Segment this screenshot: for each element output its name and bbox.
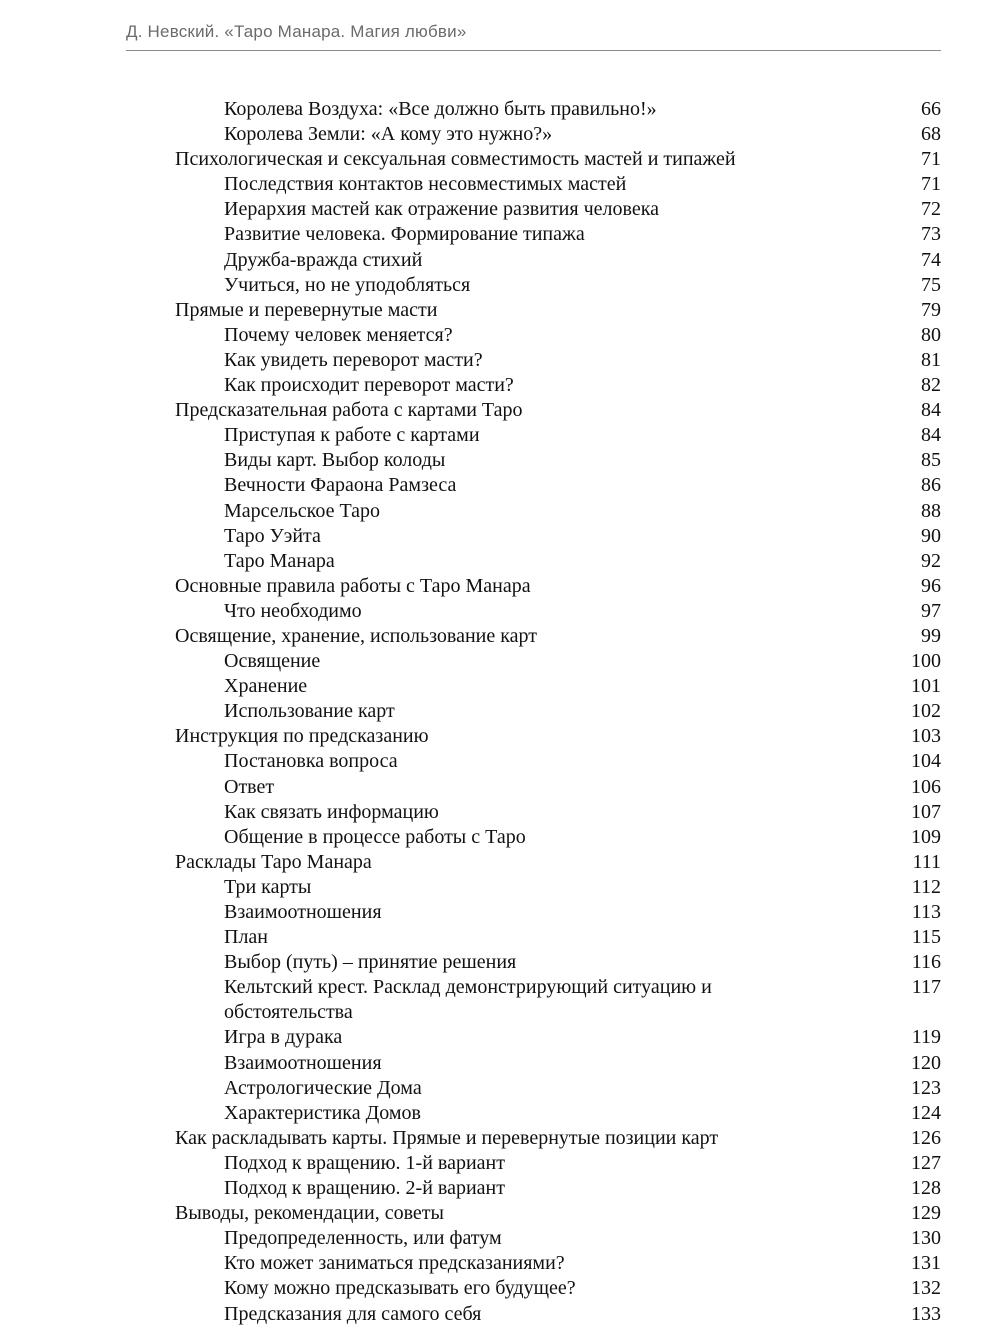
toc-subsection-entry xyxy=(0,1051,1000,1076)
toc-entry-page-number: 132 xyxy=(911,1277,941,1300)
toc-subsection-entry xyxy=(0,248,1000,273)
toc-entry-page-number: 104 xyxy=(911,750,941,773)
toc-entry-page-number: 119 xyxy=(911,1026,941,1049)
toc-subsection-entry xyxy=(0,273,1000,298)
table-of-contents xyxy=(0,97,1000,1327)
toc-entry-title: Кельтский крест. Расклад демонстрирующий ситуацию и обстоятельства xyxy=(224,976,712,1024)
toc-entry-title: Три карты xyxy=(224,875,312,898)
toc-entry-title: Что необходимо xyxy=(224,599,362,622)
toc-subsection-entry xyxy=(0,524,1000,549)
toc-subsection-entry xyxy=(0,373,1000,398)
toc-entry-page-number: 128 xyxy=(911,1177,941,1200)
toc-entry-page-number: 79 xyxy=(921,298,941,321)
toc-subsection-entry xyxy=(0,423,1000,448)
toc-section-entry xyxy=(0,1201,1000,1226)
toc-entry-page-number: 75 xyxy=(921,273,941,296)
toc-section-entry xyxy=(0,298,1000,323)
toc-subsection-entry xyxy=(0,925,1000,950)
toc-subsection-entry xyxy=(0,699,1000,724)
toc-entry-page-number: 100 xyxy=(911,650,941,673)
toc-entry-title: Расклады Таро Манара xyxy=(175,850,372,873)
toc-subsection-entry xyxy=(0,1176,1000,1201)
toc-entry-title: Освящение xyxy=(224,650,321,673)
toc-entry-title: Основные правила работы с Таро Манара xyxy=(175,574,531,597)
toc-subsection-entry xyxy=(0,1076,1000,1101)
toc-entry-page-number: 107 xyxy=(911,800,941,823)
toc-subsection-entry xyxy=(0,1151,1000,1176)
toc-entry-page-number: 109 xyxy=(911,825,941,848)
toc-entry-page-number: 97 xyxy=(921,599,941,622)
toc-entry-title: Кто может заниматься предсказаниями? xyxy=(224,1252,565,1275)
toc-subsection-entry xyxy=(0,97,1000,122)
toc-entry-title: Подход к вращению. 2-й вариант xyxy=(224,1177,505,1200)
toc-section-entry xyxy=(0,1126,1000,1151)
toc-subsection-entry xyxy=(0,448,1000,473)
toc-subsection-entry xyxy=(0,1101,1000,1126)
toc-entry-title: Характеристика Домов xyxy=(224,1101,421,1124)
toc-subsection-entry xyxy=(0,900,1000,925)
toc-entry-page-number: 106 xyxy=(911,775,941,798)
toc-entry-title: Использование карт xyxy=(224,700,395,723)
toc-entry-title: Таро Уэйта xyxy=(224,524,321,547)
toc-entry-page-number: 120 xyxy=(911,1051,941,1074)
toc-entry-page-number: 96 xyxy=(921,574,941,597)
toc-section-entry xyxy=(0,147,1000,172)
toc-entry-title: Королева Воздуха: «Все должно быть правильно!» xyxy=(224,98,657,120)
toc-entry-page-number: 84 xyxy=(921,399,941,422)
toc-entry-page-number: 129 xyxy=(911,1202,941,1225)
toc-entry-page-number: 80 xyxy=(921,323,941,346)
toc-subsection-entry xyxy=(0,749,1000,774)
toc-subsection-entry xyxy=(0,473,1000,498)
toc-entry-page-number: 123 xyxy=(911,1076,941,1099)
toc-subsection-entry xyxy=(0,499,1000,524)
toc-subsection-entry xyxy=(0,222,1000,247)
toc-subsection-entry xyxy=(0,122,1000,147)
toc-subsection-entry xyxy=(0,825,1000,850)
toc-entry-page-number: 103 xyxy=(911,725,941,748)
toc-entry-page-number: 133 xyxy=(911,1302,941,1325)
toc-subsection-entry xyxy=(0,674,1000,699)
toc-entry-page-number: 88 xyxy=(921,499,941,522)
toc-subsection-entry xyxy=(0,599,1000,624)
toc-entry-page-number: 73 xyxy=(921,223,941,246)
toc-entry-title: Предсказательная работа с картами Таро xyxy=(175,399,523,422)
toc-entry-title: Таро Манара xyxy=(224,549,335,572)
toc-entry-title: Подход к вращению. 1-й вариант xyxy=(224,1151,505,1174)
toc-entry-title: Постановка вопроса xyxy=(224,750,398,773)
toc-entry-page-number: 112 xyxy=(911,875,941,898)
toc-entry-page-number: 74 xyxy=(921,248,941,271)
toc-subsection-entry xyxy=(0,1276,1000,1301)
toc-entry-title: Астрологические Дома xyxy=(224,1076,422,1099)
toc-entry-page-number: 113 xyxy=(911,901,941,923)
running-header xyxy=(126,22,941,51)
toc-section-entry xyxy=(0,574,1000,599)
toc-entry-title: Как увидеть переворот масти? xyxy=(224,348,483,371)
toc-entry-title: Королева Земли: «А кому это нужно?» xyxy=(224,123,553,146)
toc-entry-title: Взаимоотношения xyxy=(224,901,382,923)
toc-section-entry xyxy=(0,624,1000,649)
toc-subsection-entry xyxy=(0,1025,1000,1050)
toc-entry-title: Как связать информацию xyxy=(224,800,439,823)
toc-entry-title: Виды карт. Выбор колоды xyxy=(224,449,446,472)
toc-entry-page-number: 66 xyxy=(921,98,941,120)
toc-entry-title: Предопределенность, или фатум xyxy=(224,1227,502,1250)
toc-subsection-entry xyxy=(0,172,1000,197)
toc-entry-page-number: 86 xyxy=(921,474,941,497)
toc-entry-title: Вечности Фараона Рамзеса xyxy=(224,474,457,497)
toc-subsection-entry xyxy=(0,950,1000,975)
toc-entry-page-number: 115 xyxy=(911,926,941,949)
toc-entry-title: Выводы, рекомендации, советы xyxy=(175,1202,444,1225)
toc-entry-page-number: 116 xyxy=(911,951,941,974)
toc-entry-page-number: 117 xyxy=(911,976,941,999)
toc-entry-title: Дружба-вражда стихий xyxy=(224,248,423,271)
toc-entry-page-number: 124 xyxy=(911,1101,941,1124)
toc-entry-title: Выбор (путь) – принятие решения xyxy=(224,951,517,974)
toc-entry-page-number: 90 xyxy=(921,524,941,547)
toc-entry-page-number: 81 xyxy=(921,348,941,371)
toc-entry-title: Приступая к работе с картами xyxy=(224,424,480,447)
toc-entry-page-number: 85 xyxy=(921,449,941,472)
toc-entry-title: Психологическая и сексуальная совместимость мастей и типажей xyxy=(175,148,736,171)
toc-entry-page-number: 84 xyxy=(921,424,941,447)
toc-entry-title: Прямые и перевернутые масти xyxy=(175,298,438,321)
toc-entry-page-number: 82 xyxy=(921,374,941,397)
toc-subsection-entry xyxy=(0,549,1000,574)
toc-subsection-entry xyxy=(0,348,1000,373)
toc-entry-title: План xyxy=(224,926,269,949)
toc-entry-title: Игра в дурака xyxy=(224,1026,343,1049)
toc-subsection-entry xyxy=(0,323,1000,348)
toc-subsection-entry xyxy=(0,775,1000,800)
toc-entry-page-number: 99 xyxy=(921,624,941,647)
running-header-text: Д. Невский. «Таро Манара. Магия любви» xyxy=(126,22,467,41)
toc-subsection-entry xyxy=(0,975,1000,1025)
toc-entry-title: Освящение, хранение, использование карт xyxy=(175,624,538,647)
toc-entry-title: Почему человек меняется? xyxy=(224,323,453,346)
toc-section-entry xyxy=(0,724,1000,749)
toc-entry-page-number: 127 xyxy=(911,1151,941,1174)
toc-entry-title: Как происходит переворот масти? xyxy=(224,374,514,397)
toc-entry-page-number: 101 xyxy=(911,675,941,698)
toc-subsection-entry xyxy=(0,1226,1000,1251)
toc-subsection-entry xyxy=(0,1302,1000,1327)
toc-subsection-entry xyxy=(0,197,1000,222)
toc-entry-title: Развитие человека. Формирование типажа xyxy=(224,223,585,246)
toc-entry-title: Учиться, но не уподобляться xyxy=(224,273,471,296)
toc-subsection-entry xyxy=(0,649,1000,674)
toc-entry-page-number: 111 xyxy=(912,850,941,873)
toc-entry-title: Последствия контактов несовместимых мастей xyxy=(224,173,627,196)
toc-entry-title: Марсельское Таро xyxy=(224,499,381,522)
toc-section-entry xyxy=(0,850,1000,875)
toc-entry-title: Как раскладывать карты. Прямые и перевернутые позиции карт xyxy=(175,1126,719,1149)
toc-entry-page-number: 130 xyxy=(911,1227,941,1250)
toc-entry-page-number: 71 xyxy=(921,173,941,196)
toc-subsection-entry xyxy=(0,875,1000,900)
toc-entry-page-number: 72 xyxy=(921,198,941,221)
toc-entry-page-number: 92 xyxy=(921,549,941,572)
toc-entry-page-number: 126 xyxy=(911,1126,941,1149)
toc-entry-title: Ответ xyxy=(224,775,275,798)
toc-entry-title: Предсказания для самого себя xyxy=(224,1302,482,1325)
toc-entry-title: Кому можно предсказывать его будущее? xyxy=(224,1277,576,1300)
toc-entry-title: Иерархия мастей как отражение развития человека xyxy=(224,198,659,221)
toc-section-entry xyxy=(0,398,1000,423)
toc-entry-title: Хранение xyxy=(224,675,308,698)
toc-entry-page-number: 71 xyxy=(921,148,941,171)
toc-entry-title: Взаимоотношения xyxy=(224,1051,382,1074)
toc-subsection-entry xyxy=(0,1251,1000,1276)
toc-entry-title: Инструкция по предсказанию xyxy=(175,725,429,748)
toc-entry-title: Общение в процессе работы с Таро xyxy=(224,825,526,848)
toc-subsection-entry xyxy=(0,800,1000,825)
toc-entry-page-number: 102 xyxy=(911,700,941,723)
toc-entry-page-number: 131 xyxy=(911,1252,941,1275)
toc-entry-page-number: 68 xyxy=(921,123,941,146)
